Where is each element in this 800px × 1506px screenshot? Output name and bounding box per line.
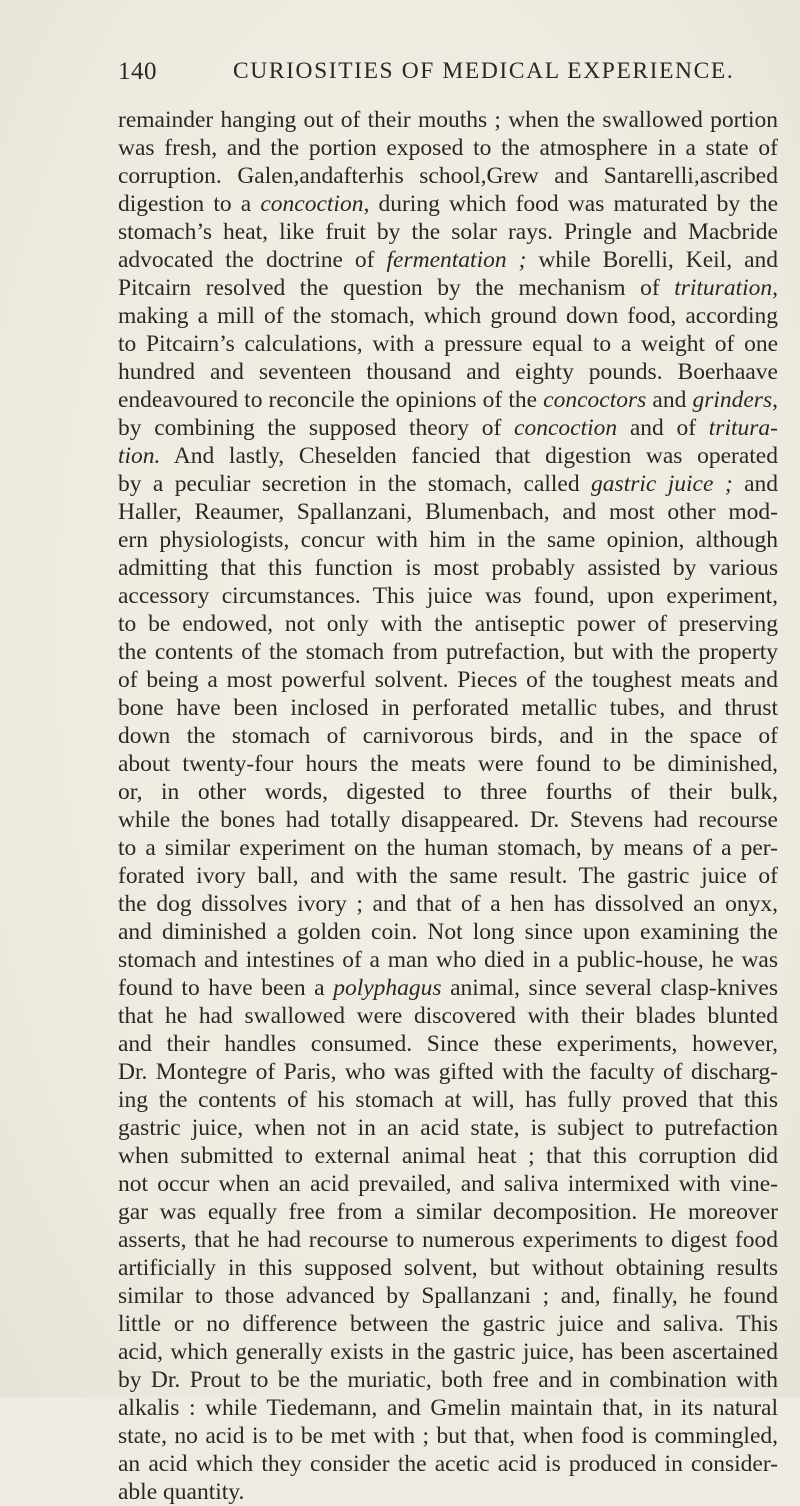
text-line (118, 694, 778, 722)
text-line (118, 638, 778, 666)
text-line (118, 1450, 778, 1478)
text-run: that he had swallowed were discovered with their blades blunted (118, 1003, 778, 1029)
italic-term: polyphagus (333, 975, 442, 1001)
text-line (118, 1058, 778, 1086)
text-line (118, 1282, 778, 1310)
italic-term: concoction (514, 415, 618, 441)
text-run: while Borelli, Keil, and (526, 247, 779, 273)
text-line (118, 554, 778, 582)
text-run: when submitted to external animal heat ; that this corruption did (118, 1143, 778, 1169)
text-run: state, no acid is to be met with ; but that, when food is commingled, (118, 1423, 778, 1449)
text-line (118, 582, 778, 610)
text-run: hundred and seventeen thousand and eighty pounds. Boerhaave (118, 359, 778, 385)
italic-term: tritura- (708, 415, 778, 441)
text-run: to be endowed, not only with the antiseptic power of preserving (118, 611, 778, 637)
text-line (118, 190, 778, 218)
text-line (118, 526, 778, 554)
text-line (118, 610, 778, 638)
text-run: found to have been a (118, 975, 334, 1001)
text-run: admitting that this function is most probably assisted by various (118, 555, 778, 581)
text-line (118, 834, 778, 862)
body-text (118, 106, 778, 1506)
text-run: stomach’s heat, like fruit by the solar rays. Pringle and Macbride (118, 219, 778, 245)
text-run: ern physiologists, concur with him in the same opinion, although (118, 527, 778, 553)
text-run: gar was equally free from a similar decomposition. He moreover (118, 1199, 778, 1225)
text-line (118, 946, 778, 974)
text-line (118, 330, 778, 358)
italic-term: grinders (692, 387, 773, 413)
text-line (118, 1422, 778, 1450)
text-run: about twenty-four hours the meats were found to be diminished, (118, 751, 778, 777)
text-line (118, 498, 778, 526)
text-run: the contents of the stomach from putrefaction, but with the property (118, 639, 778, 665)
text-line (118, 1086, 778, 1114)
text-line (118, 974, 778, 1002)
text-run: digestion to a (118, 191, 261, 217)
text-line (118, 1002, 778, 1030)
text-line (118, 1338, 778, 1366)
italic-term: tion. (118, 443, 161, 469)
text-run: Pitcairn resolved the question by the mechanism of (118, 275, 675, 301)
text-line (118, 1198, 778, 1226)
text-line (118, 666, 778, 694)
text-run: forated ivory ball, and with the same result. The gastric juice of (118, 863, 778, 889)
text-run: , during which food was maturated by the (363, 191, 778, 217)
text-run: while the bones had totally disappeared. Dr. Stevens had recourse (118, 807, 778, 833)
text-run: and (732, 471, 779, 497)
text-line (118, 134, 778, 162)
running-head (118, 58, 778, 88)
text-line (118, 1142, 778, 1170)
text-line (118, 246, 778, 274)
text-line (118, 918, 778, 946)
text-run: making a mill of the stomach, which ground down food, according (118, 303, 778, 329)
text-run: ing the contents of his stomach at will, has fully proved that this (118, 1087, 778, 1113)
text-line (118, 862, 778, 890)
text-run: able quantity. (118, 1479, 245, 1505)
text-line (118, 1030, 778, 1058)
text-run: was fresh, and the portion exposed to the atmosphere in a state of (118, 135, 778, 161)
text-run: bone have been inclosed in perforated metallic tubes, and thrust (118, 695, 778, 721)
italic-term: fermentation ; (386, 247, 527, 273)
text-run: Dr. Montegre of Paris, who was gifted with the faculty of discharg- (118, 1059, 778, 1085)
text-line (118, 106, 778, 134)
text-line (118, 358, 778, 386)
running-title: CURIOSITIES OF MEDICAL EXPERIENCE. (233, 58, 735, 84)
text-run: stomach and intestines of a man who died in a public-house, he was (118, 947, 778, 973)
text-run: And lastly, Cheselden fancied that digestion was operated (160, 443, 778, 469)
text-line (118, 722, 778, 750)
text-line (118, 414, 778, 442)
text-line (118, 302, 778, 330)
text-line (118, 750, 778, 778)
page-number: 140 (118, 58, 157, 85)
text-line (118, 162, 778, 190)
text-line (118, 1170, 778, 1198)
text-run: advocated the doctrine of (118, 247, 387, 273)
text-run: to Pitcairn’s calculations, with a pressure equal to a weight of one (118, 331, 778, 357)
text-run: of being a most powerful solvent. Pieces of the toughest meats and (118, 667, 778, 693)
text-line (118, 470, 778, 498)
text-run: remainder hanging out of their mouths ; when the swallowed portion (118, 107, 778, 133)
text-run: and their handles consumed. Since these experiments, however, (118, 1031, 778, 1057)
text-run: and of (617, 415, 709, 441)
text-run: an acid which they consider the acetic acid is produced in consider- (118, 1451, 778, 1477)
text-run: little or no difference between the gastric juice and saliva. This (118, 1311, 778, 1337)
text-line (118, 1254, 778, 1282)
text-line (118, 1366, 778, 1394)
text-run: not occur when an acid prevailed, and saliva intermixed with vine- (118, 1171, 778, 1197)
text-run: by a peculiar secretion in the stomach, called (118, 471, 592, 497)
text-line (118, 442, 778, 470)
text-run: the dog dissolves ivory ; and that of a hen has dissolved an onyx, (118, 891, 778, 917)
italic-term: concoction (260, 191, 364, 217)
text-line (118, 1310, 778, 1338)
text-line (118, 778, 778, 806)
text-run: gastric juice, when not in an acid state, is subject to putrefaction (118, 1115, 778, 1141)
text-run: artificially in this supposed solvent, but without obtaining results (118, 1255, 778, 1281)
text-line (118, 1226, 778, 1254)
text-run: by combining the supposed theory of (118, 415, 515, 441)
text-run: similar to those advanced by Spallanzani ; and, finally, he found (118, 1283, 778, 1309)
text-line (118, 218, 778, 246)
text-run: or, in other words, digested to three fourths of their bulk, (118, 779, 778, 805)
text-run: endeavoured to reconcile the opinions of the (118, 387, 544, 413)
text-run: and (646, 387, 693, 413)
italic-term: gastric juice ; (591, 471, 733, 497)
text-run: Haller, Reaumer, Spallanzani, Blumenbach, and most other mod- (118, 499, 778, 525)
text-line (118, 1478, 778, 1506)
text-run: accessory circumstances. This juice was found, upon experiment, (118, 583, 778, 609)
text-run: by Dr. Prout to be the muriatic, both free and in combination with (118, 1367, 778, 1393)
italic-term: concoctors (543, 387, 647, 413)
text-run: alkalis : while Tiedemann, and Gmelin maintain that, in its natural (118, 1395, 778, 1421)
text-run: , (772, 275, 778, 301)
text-line (118, 1114, 778, 1142)
text-line (118, 806, 778, 834)
text-run: to a similar experiment on the human stomach, by means of a per- (118, 835, 778, 861)
text-line (118, 1394, 778, 1422)
text-run: corruption. Galen,andafterhis school,Grew and Santarelli,ascribed (118, 163, 778, 189)
text-run: , (772, 387, 778, 413)
text-line (118, 274, 778, 302)
text-run: down the stomach of carnivorous birds, and in the space of (118, 723, 778, 749)
text-run: animal, since several clasp-knives (441, 975, 778, 1001)
italic-term: trituration (674, 275, 773, 301)
text-line (118, 890, 778, 918)
text-line (118, 386, 778, 414)
text-run: and diminished a golden coin. Not long since upon examining the (118, 919, 778, 945)
text-run: acid, which generally exists in the gastric juice, has been ascertained (118, 1339, 778, 1365)
text-run: asserts, that he had recourse to numerous experiments to digest food (118, 1227, 778, 1253)
